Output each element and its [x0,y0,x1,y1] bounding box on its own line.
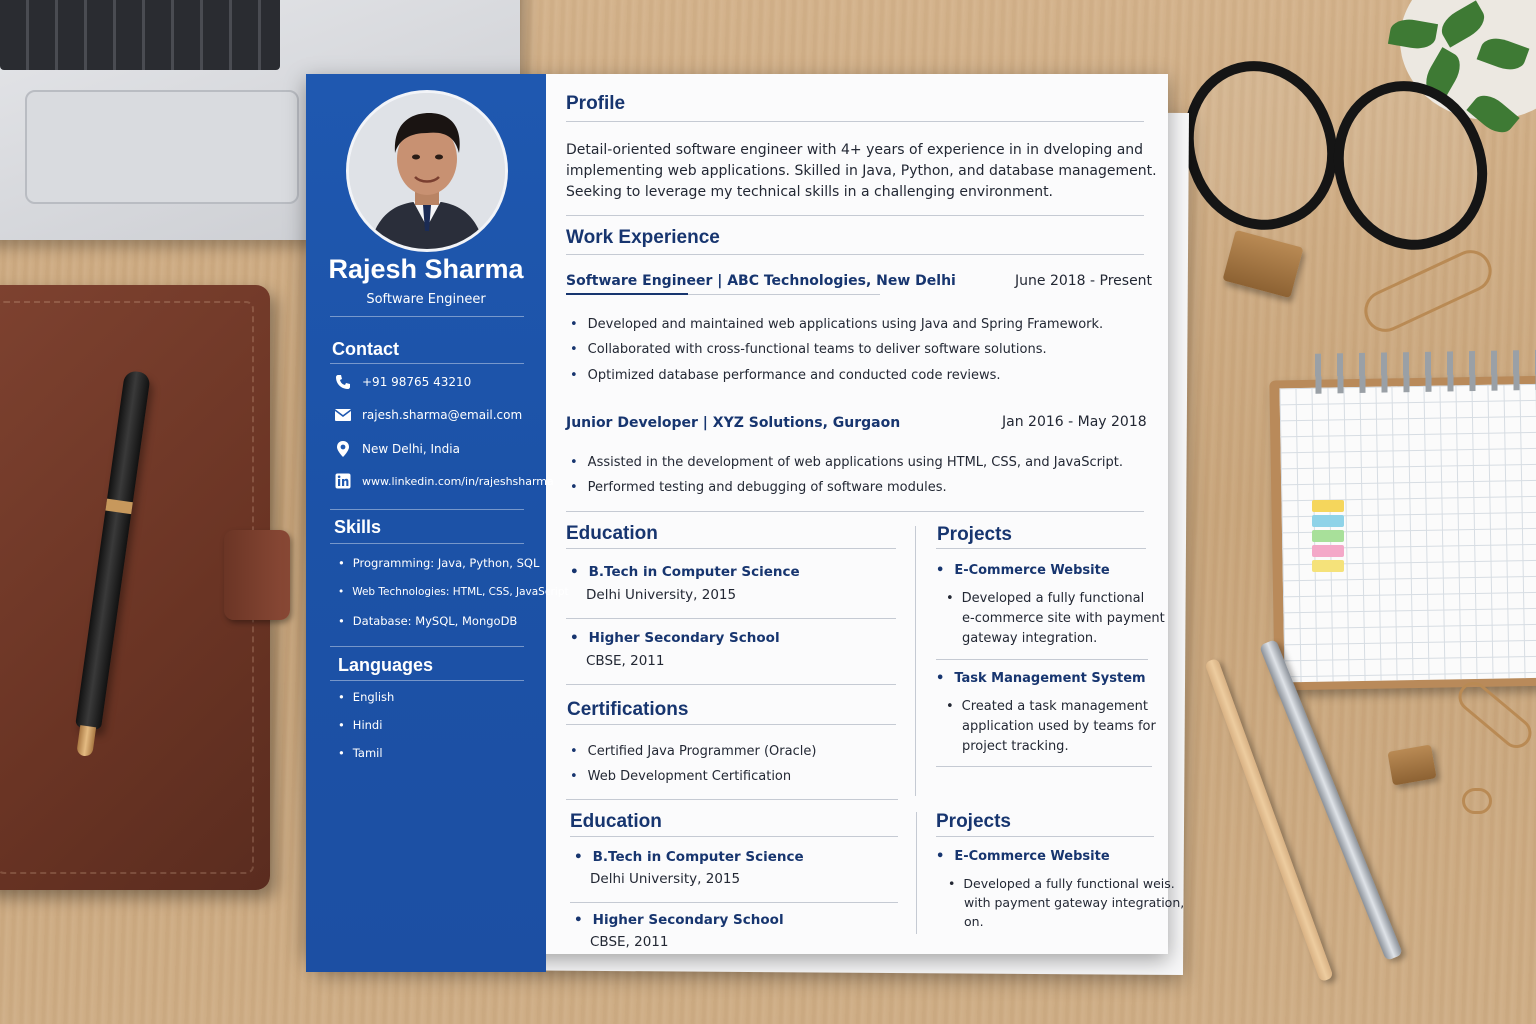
eyeglasses [1185,40,1495,240]
sticky-tab [1312,545,1344,557]
summary-line: Detail-oriented software engineer with 4+ years of experience in in dveloping and [566,142,1144,158]
profile-heading: Profile [566,93,626,114]
projects-heading: Projects [937,524,1012,545]
section-divider [936,766,1152,767]
contact-phone [334,371,471,393]
skill-item: • Programming: Java, Python, SQL [338,556,539,570]
education-title: • B.Tech in Computer Science [570,564,800,580]
binder-ring [1462,788,1492,814]
certification-item: • Certified Java Programmer (Oracle) [570,744,816,759]
sidebar-divider [330,363,524,364]
job-dates: Jan 2016 - May 2018 [1002,414,1147,430]
job-title-underline-accent [566,293,688,295]
section-divider [936,548,1146,549]
candidate-name: Rajesh Sharma [328,254,524,284]
section-divider [566,511,1144,512]
project-description [946,697,1156,757]
job-bullet: • Performed testing and debugging of software modules. [570,480,947,495]
sticky-tab [1312,530,1344,542]
project-line: on. [964,914,984,929]
skill-item: • Web Technologies: HTML, CSS, JavaScript [338,586,569,598]
project-line: gateway integration. [962,631,1098,646]
language-item: • Tamil [338,746,383,760]
binder-clip [1222,230,1303,298]
laptop-trackpad [25,90,299,204]
language-item: • English [338,690,394,704]
project-description [946,589,1165,649]
section-divider [566,724,896,725]
certification-item: • Web Development Certification [570,769,791,784]
projects-heading-repeat: Projects [936,811,1011,832]
section-divider [566,684,896,685]
project-title: • E-Commerce Website [936,563,1110,578]
job-bullet: • Optimized database performance and conducted code reviews. [570,368,1001,383]
education-title: • B.Tech in Computer Science [574,849,804,865]
profile-summary [566,140,1157,203]
sticky-tab [1312,560,1344,572]
spiral-notepad [1269,375,1536,690]
sidebar-divider [330,680,524,681]
education-detail: Delhi University, 2015 [586,587,737,603]
contact-email [334,404,522,426]
education-title: • Higher Secondary School [574,912,784,928]
job-bullet: • Developed and maintained web applications using Java and Spring Framework. [570,317,1103,332]
sidebar-divider [330,543,524,544]
location-pin-icon [334,440,352,458]
project-title: • Task Management System [936,671,1146,686]
section-divider [566,254,1144,255]
project-description [948,874,1184,931]
section-divider [566,215,1144,216]
binder-clip-small [1387,744,1436,785]
notepad-rings [1309,349,1536,393]
item-divider [570,902,898,903]
column-divider [916,812,917,934]
glasses-lens [1160,39,1359,250]
mail-icon [334,406,352,424]
language-item: • Hindi [338,718,382,732]
skills-heading: Skills [334,517,382,537]
job-dates: June 2018 - Present [1015,273,1153,289]
education-detail: CBSE, 2011 [590,934,669,950]
project-line-text: Created a task management [961,699,1148,714]
section-divider [566,121,1144,122]
contact-linkedin [334,470,554,492]
job-title: Junior Developer | XYZ Solutions, Gurgaon [566,415,901,431]
project-line: • Developed a fully functional [946,591,1145,606]
glasses-lens [1310,59,1509,270]
sticky-tab [1312,515,1344,527]
project-line: • Created a task management [946,699,1148,714]
certifications-heading: Certifications [567,699,689,720]
project-line: e-commerce site with payment [962,611,1165,626]
location-text: New Delhi, India [362,442,460,456]
section-divider [936,836,1154,837]
phone-text: +91 98765 43210 [362,375,472,389]
sidebar-divider [330,646,524,647]
education-heading-repeat: Education [570,811,662,832]
contact-location [334,438,460,460]
section-divider [566,548,896,549]
profile-photo [346,90,508,252]
skill-item: • Database: MySQL, MongoDB [338,614,517,628]
column-divider [915,526,916,796]
section-divider [566,799,898,800]
portrait-illustration [349,93,505,249]
sidebar-divider [330,316,524,317]
summary-line: implementing web applications. Skilled in Java, Python, and database management. [566,163,1157,179]
linkedin-icon [334,472,352,490]
education-title: • Higher Secondary School [570,630,780,646]
job-title: Software Engineer | ABC Technologies, New Delhi [566,273,956,289]
laptop-keyboard [0,0,280,70]
phone-icon [334,373,352,391]
sidebar-divider [330,509,524,510]
education-heading: Education [566,523,658,544]
job-bullet: • Collaborated with cross-functional teams to deliver software solutions. [570,342,1047,357]
paper-clip [1357,243,1498,339]
summary-line: Seeking to leverage my technical skills in a challenging environment. [566,184,1054,200]
education-detail: Delhi University, 2015 [590,871,741,887]
wooden-pencil [1204,658,1333,982]
project-line: • Developed a fully functional weis. [948,876,1175,891]
project-line: with payment gateway integration, [964,895,1185,910]
project-line-text: Developed a fully functional weis. [963,876,1175,891]
job-bullet: • Assisted in the development of web applications using HTML, CSS, and JavaScript. [570,455,1123,470]
work-experience-heading: Work Experience [566,227,720,248]
project-title: • E-Commerce Website [936,849,1110,864]
linkedin-text: www.linkedin.com/in/rajeshsharma [362,474,554,488]
notebook-strap [224,530,290,620]
contact-heading: Contact [332,339,399,359]
project-line-text: Developed a fully functional [961,591,1145,606]
paper-clip-small [1452,676,1536,754]
section-divider [570,836,898,837]
item-divider [566,618,896,619]
languages-heading: Languages [338,655,434,675]
project-line: project tracking. [962,739,1069,754]
item-divider [936,659,1148,660]
sticky-tab [1312,500,1344,512]
education-detail: CBSE, 2011 [586,653,665,669]
email-text: rajesh.sharma@email.com [362,408,523,422]
candidate-role: Software Engineer [366,292,486,307]
pen-band [105,499,132,515]
project-line: application used by teams for [962,719,1156,734]
